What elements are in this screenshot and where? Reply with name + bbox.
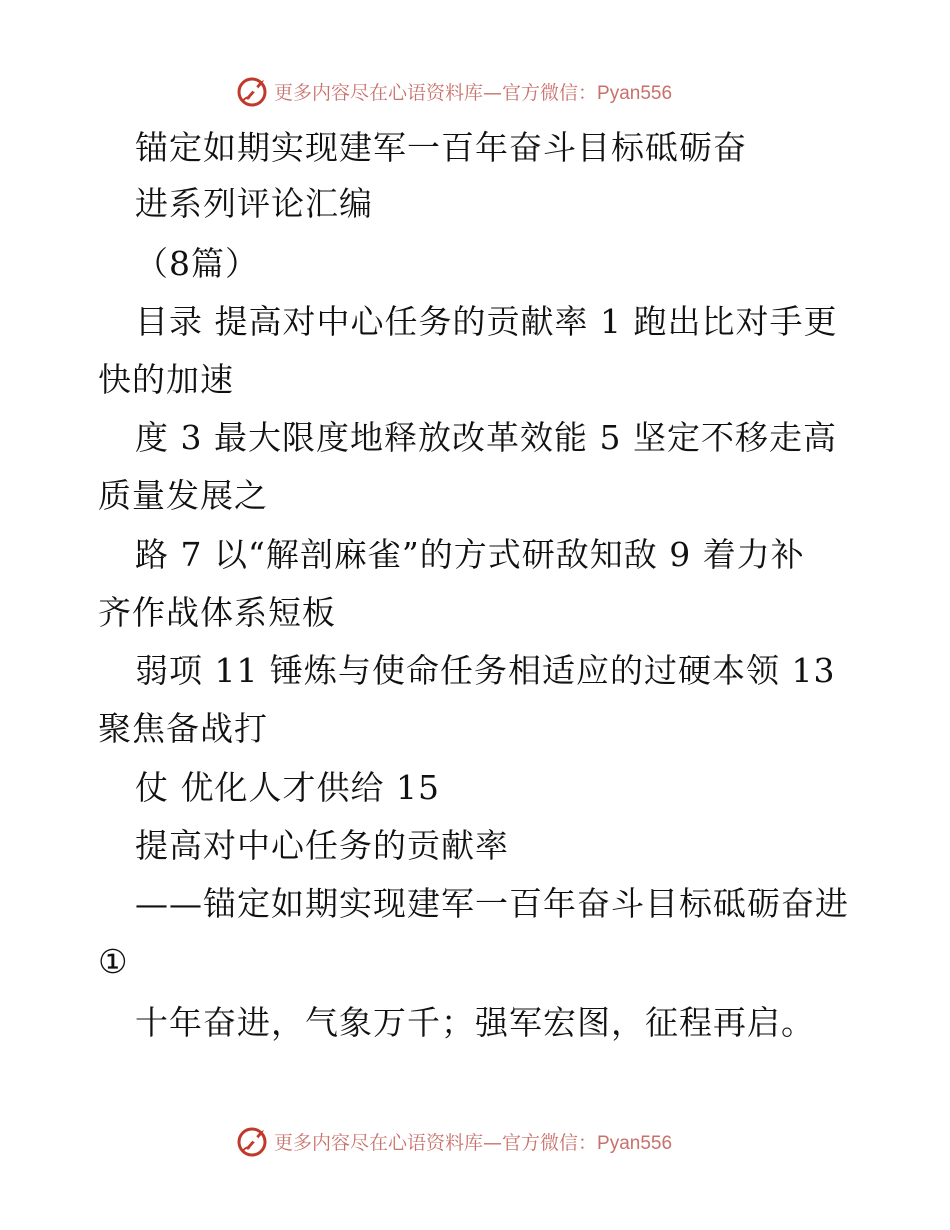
toc-line: 聚焦备战打 [98,709,268,748]
toc-line: 质量发展之 [98,476,268,515]
banner-wechat-label: 官方微信： [502,81,598,104]
banner-wechat-label: 官方微信： [502,1131,598,1154]
footer-banner [0,1121,950,1161]
section-number: ① [98,942,129,981]
doc-subtitle: （8篇） [135,244,259,283]
doc-title-line-1: 锚定如期实现建军一百年奋斗目标砥砺奋 [135,128,747,167]
toc-line: 弱项 11 锤炼与使命任务相适应的过硬本领 13 [135,651,836,690]
body-paragraph: 十年奋进，气象万千；强军宏图，征程再启。 [135,1003,815,1042]
banner-wechat-id: Pyan556 [597,82,673,104]
section-subheading: ——锚定如期实现建军一百年奋斗目标砥砺奋进 [135,884,849,923]
toc-line: 目录 提高对中心任务的贡献率 1 跑出比对手更 [135,302,838,341]
toc-line: 快的加速 [98,360,234,399]
banner-dash: — [483,81,503,104]
banner-text [274,1128,672,1155]
toc-line: 仗 优化人才供给 15 [135,768,440,807]
banner-wechat-id: Pyan556 [597,1132,673,1154]
banner-main-text: 更多内容尽在心语资料库 [274,1131,484,1154]
banner-text [274,78,672,105]
header-banner [0,71,950,111]
pen-logo-icon [236,1124,270,1158]
toc-line: 路 7 以“解剖麻雀”的方式研敌知敌 9 着力补 [135,535,805,574]
section-heading: 提高对中心任务的贡献率 [135,826,509,865]
toc-line: 齐作战体系短板 [98,593,336,632]
banner-dash: — [483,1131,503,1154]
toc-line: 度 3 最大限度地释放改革效能 5 坚定不移走高 [135,418,837,457]
doc-title-line-2: 进系列评论汇编 [135,184,373,223]
banner-main-text: 更多内容尽在心语资料库 [274,81,484,104]
pen-logo-icon [236,74,270,108]
